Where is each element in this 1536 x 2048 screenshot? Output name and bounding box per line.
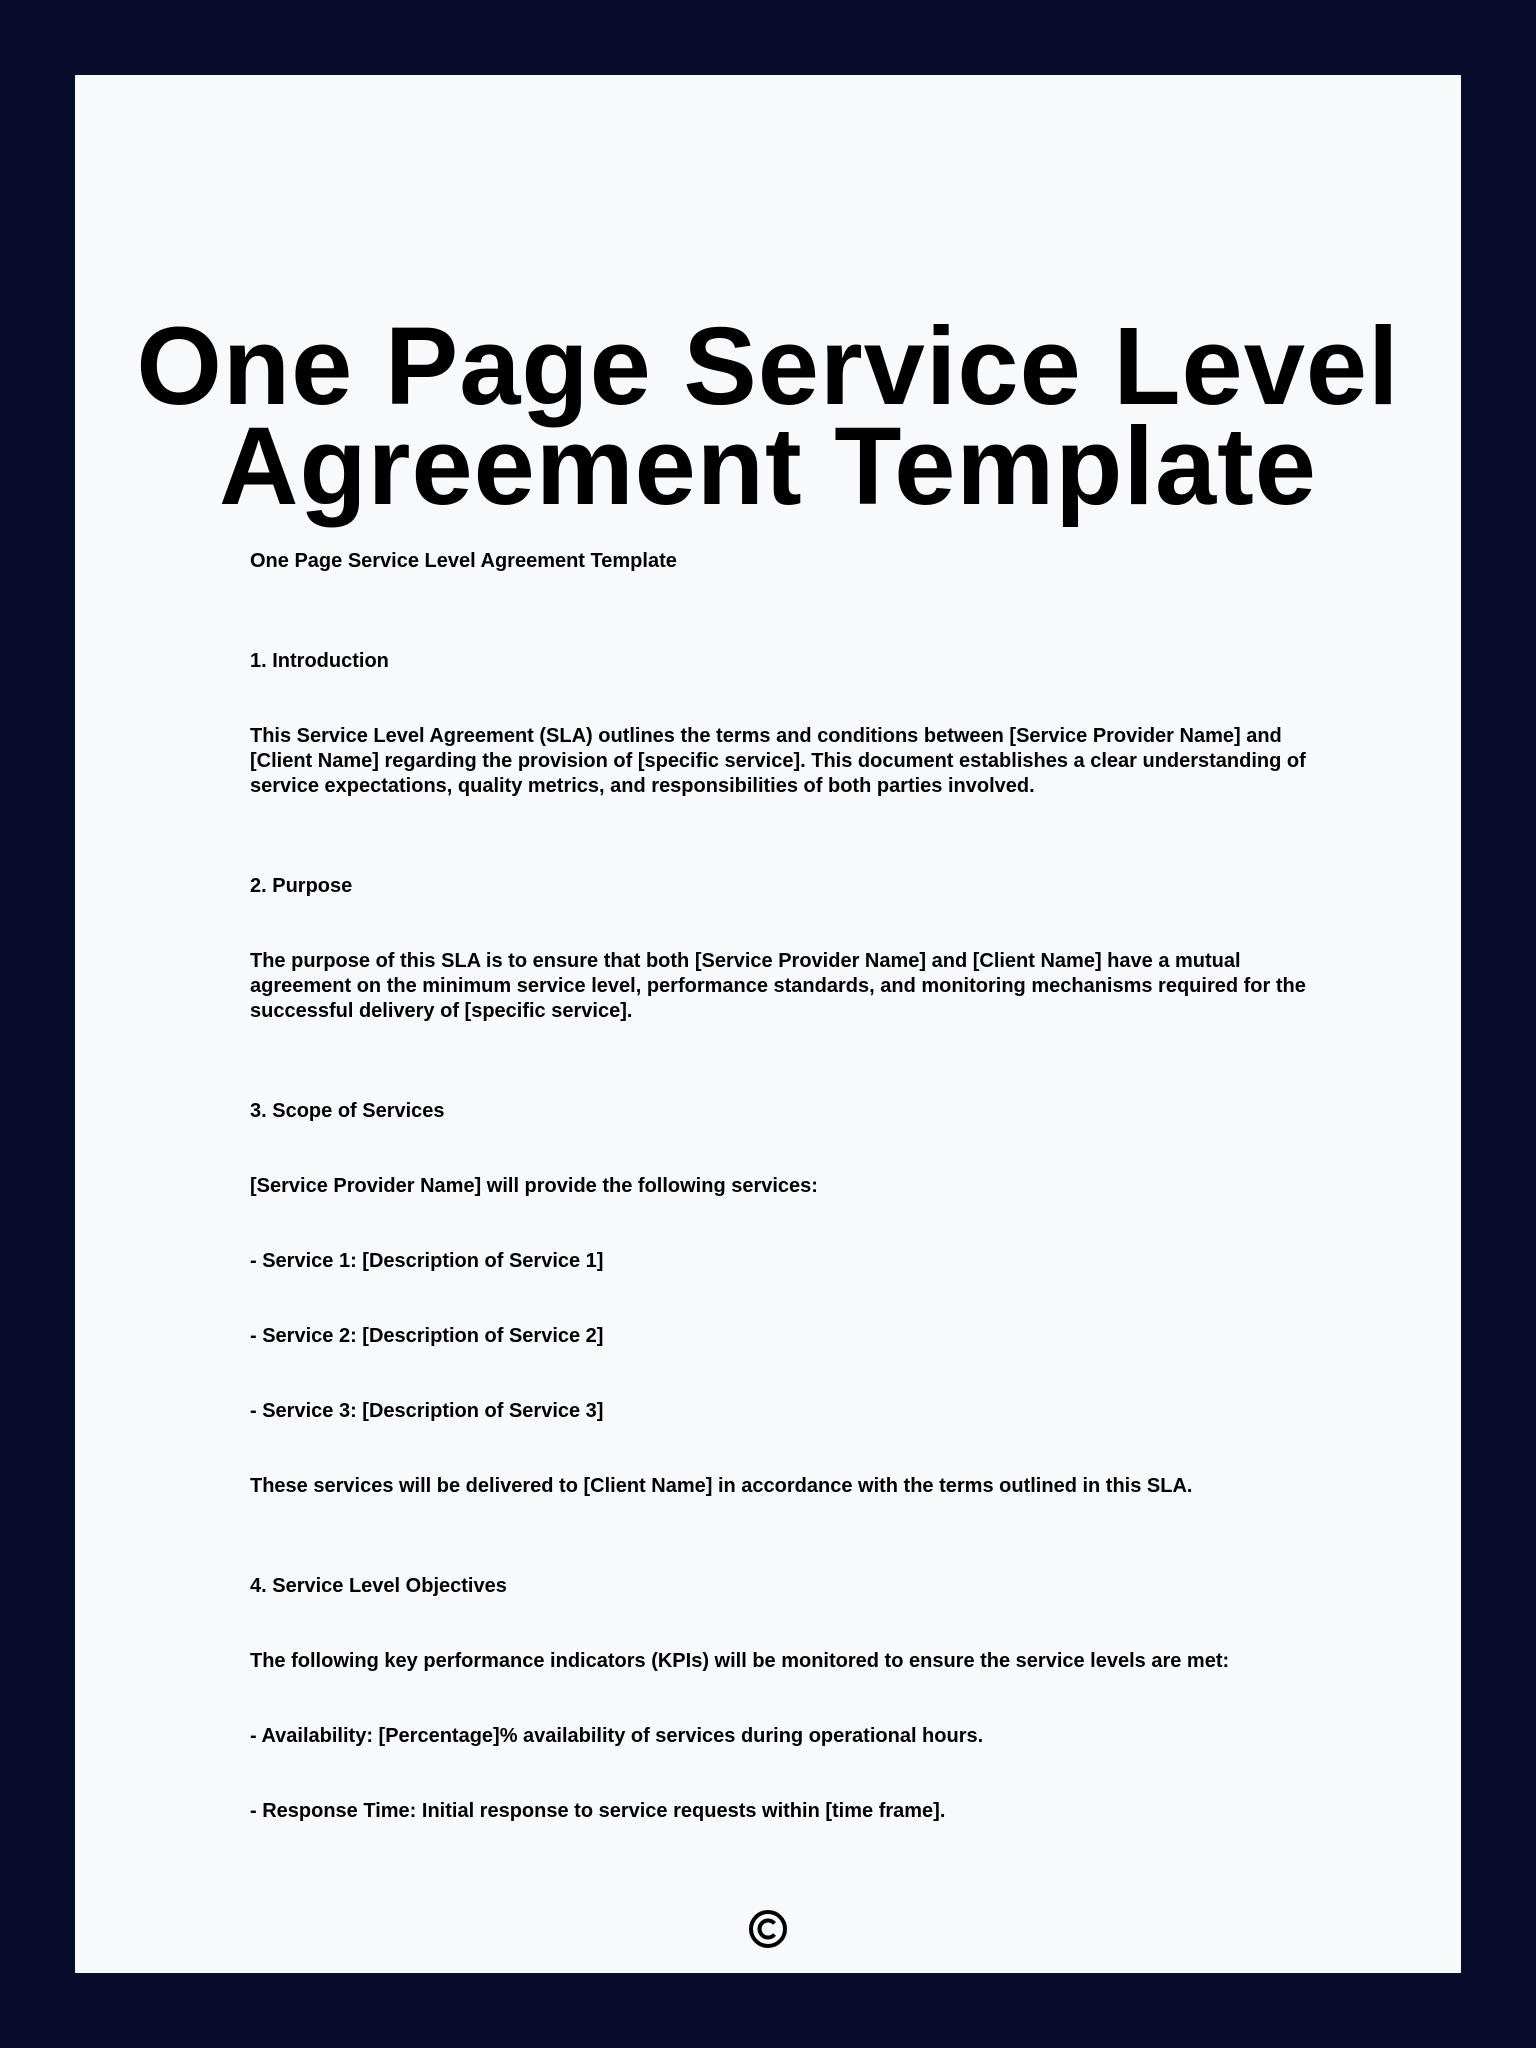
section-heading-scope: 3. Scope of Services: [250, 1100, 445, 1122]
purpose-paragraph: The purpose of this SLA is to ensure that both [Service Provider Name] and [Client Name] have a mutual agreement on the minimum service level, performance standards, and monitoring mechanisms required for the successful delivery of [specific service].: [250, 950, 1306, 1022]
scope-closing: These services will be delivered to [Client Name] in accordance with the terms outlined in this SLA.: [250, 1475, 1193, 1497]
scope-list-item: - Service 3: [Description of Service 3]: [250, 1400, 604, 1422]
objectives-intro: The following key performance indicators (KPIs) will be monitored to ensure the service levels are met:: [250, 1650, 1230, 1672]
section-heading-purpose: 2. Purpose: [250, 875, 353, 897]
document-page: [75, 75, 1461, 1973]
section-heading-introduction: 1. Introduction: [250, 650, 389, 672]
scope-list-item: - Service 2: [Description of Service 2]: [250, 1325, 604, 1347]
document-title: One Page Service Level Agreement Template: [136, 305, 1400, 528]
scope-list-item: - Service 1: [Description of Service 1]: [250, 1250, 604, 1272]
document-subtitle: One Page Service Level Agreement Template: [250, 550, 677, 572]
introduction-paragraph: This Service Level Agreement (SLA) outlines the terms and conditions between [Service Provider Name] and [Client Name] regarding the provision of [specific service]. This document establishes a clear understanding of service expectations, quality metrics, and responsibilities of both parties involved.: [250, 725, 1306, 797]
section-heading-objectives: 4. Service Level Objectives: [250, 1575, 507, 1597]
copyright-icon: [748, 1909, 788, 1949]
objectives-list-item: - Response Time: Initial response to service requests within [time frame].: [250, 1800, 946, 1822]
scope-intro: [Service Provider Name] will provide the following services:: [250, 1175, 818, 1197]
objectives-list-item: - Availability: [Percentage]% availability of services during operational hours.: [250, 1725, 984, 1747]
